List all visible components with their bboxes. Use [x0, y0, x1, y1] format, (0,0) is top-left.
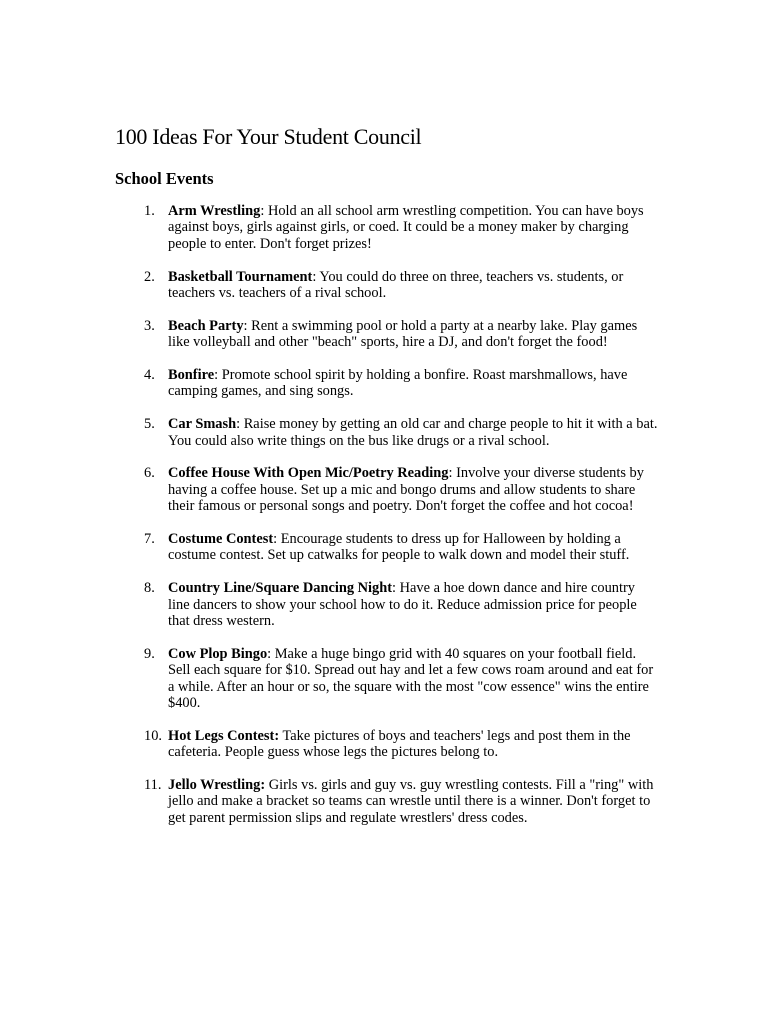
item-separator: :	[448, 465, 453, 482]
list-item	[0, 580, 658, 629]
item-number: 5.	[144, 416, 155, 433]
item-separator: :	[214, 367, 219, 384]
item-title: Beach Party	[168, 317, 244, 334]
list-item	[0, 269, 658, 302]
list-item	[0, 777, 658, 826]
list-item	[0, 416, 658, 449]
item-number: 7.	[144, 531, 155, 548]
item-separator: :	[273, 531, 278, 548]
item-separator: :	[243, 317, 248, 334]
list-item	[0, 531, 658, 564]
document-title: 100 Ideas For Your Student Council	[115, 124, 422, 149]
item-title: Country Line/Square Dancing Night	[168, 580, 393, 597]
item-title: Coffee House With Open Mic/Poetry Reading	[168, 465, 449, 482]
item-title: Costume Contest	[168, 531, 274, 548]
item-number: 2.	[144, 268, 155, 285]
item-number: 3.	[144, 317, 155, 334]
list-item	[0, 318, 658, 351]
list-item	[0, 646, 658, 712]
item-description: Girls vs. girls and guy vs. guy wrestling contests. Fill a "ring" with jello and make a bracket so teams can wrestle until there is a winner. Don't forget to get parent permission slips and regulate wrestlers' dress codes.	[168, 777, 654, 826]
item-number: 6.	[144, 465, 155, 482]
item-separator: :	[392, 580, 397, 597]
item-description: Involve your diverse students by having a coffee house. Set up a mic and bongo drums and allow students to share their famous or personal songs and poetry. Don't forget the coffee and hot cocoa!	[168, 465, 644, 515]
item-description: Promote school spirit by holding a bonfire. Roast marshmallows, have camping games, and sing songs.	[168, 367, 628, 400]
item-number: 9.	[144, 645, 155, 662]
item-separator: :	[236, 416, 241, 433]
item-description: Encourage students to dress up for Halloween by holding a costume contest. Set up catwalks for people to walk down and model their stuff.	[168, 531, 630, 564]
section-heading: School Events	[115, 169, 214, 188]
list-item	[0, 728, 658, 761]
list-item	[0, 465, 658, 514]
item-description: Raise money by getting an old car and charge people to hit it with a bat. You could also write things on the bus like drugs or a rival school.	[168, 416, 658, 449]
item-separator: :	[260, 203, 265, 219]
item-number: 11.	[144, 777, 162, 794]
item-number: 4.	[144, 367, 155, 384]
item-title: Jello Wrestling:	[168, 777, 266, 794]
item-description: Rent a swimming pool or hold a party at a nearby lake. Play games like volleyball and other "beach" sports, hire a DJ, and don't forget the food!	[168, 317, 638, 351]
item-title: Hot Legs Contest:	[168, 727, 280, 744]
item-description: You could do three on three, teachers vs. students, or teachers vs. teachers of a rival school.	[168, 268, 624, 302]
list-item	[0, 203, 658, 252]
item-number: 10.	[144, 727, 162, 744]
item-title: Cow Plop Bingo	[168, 645, 268, 662]
list-item	[0, 367, 658, 400]
item-number: 1.	[144, 203, 155, 219]
item-description: Have a hoe down dance and hire country line dancers to show your school how to do it. Reduce admission price for people that dress western.	[168, 580, 637, 630]
item-separator: :	[267, 645, 272, 662]
idea-list	[0, 203, 768, 843]
item-title: Car Smash	[168, 416, 237, 433]
item-title: Basketball Tournament	[168, 268, 313, 285]
item-description: Make a huge bingo grid with 40 squares on your football field. Sell each square for $10. Spread out hay and let a few cows roam around and eat for a while. After an hour or so, the square with the most "cow essence" wins the entire $400.	[168, 645, 654, 712]
item-description: Hold an all school arm wrestling competition. You can have boys against boys, girls against girls, or coed. It could be a money maker by charging people to enter. Don't forget prizes!	[168, 203, 644, 252]
item-title: Bonfire	[168, 367, 215, 384]
item-description: Take pictures of boys and teachers' legs and post them in the cafeteria. People guess whose legs the pictures belong to.	[168, 727, 631, 761]
item-number: 8.	[144, 580, 155, 597]
item-title: Arm Wrestling	[168, 203, 261, 219]
item-separator: :	[312, 268, 317, 285]
